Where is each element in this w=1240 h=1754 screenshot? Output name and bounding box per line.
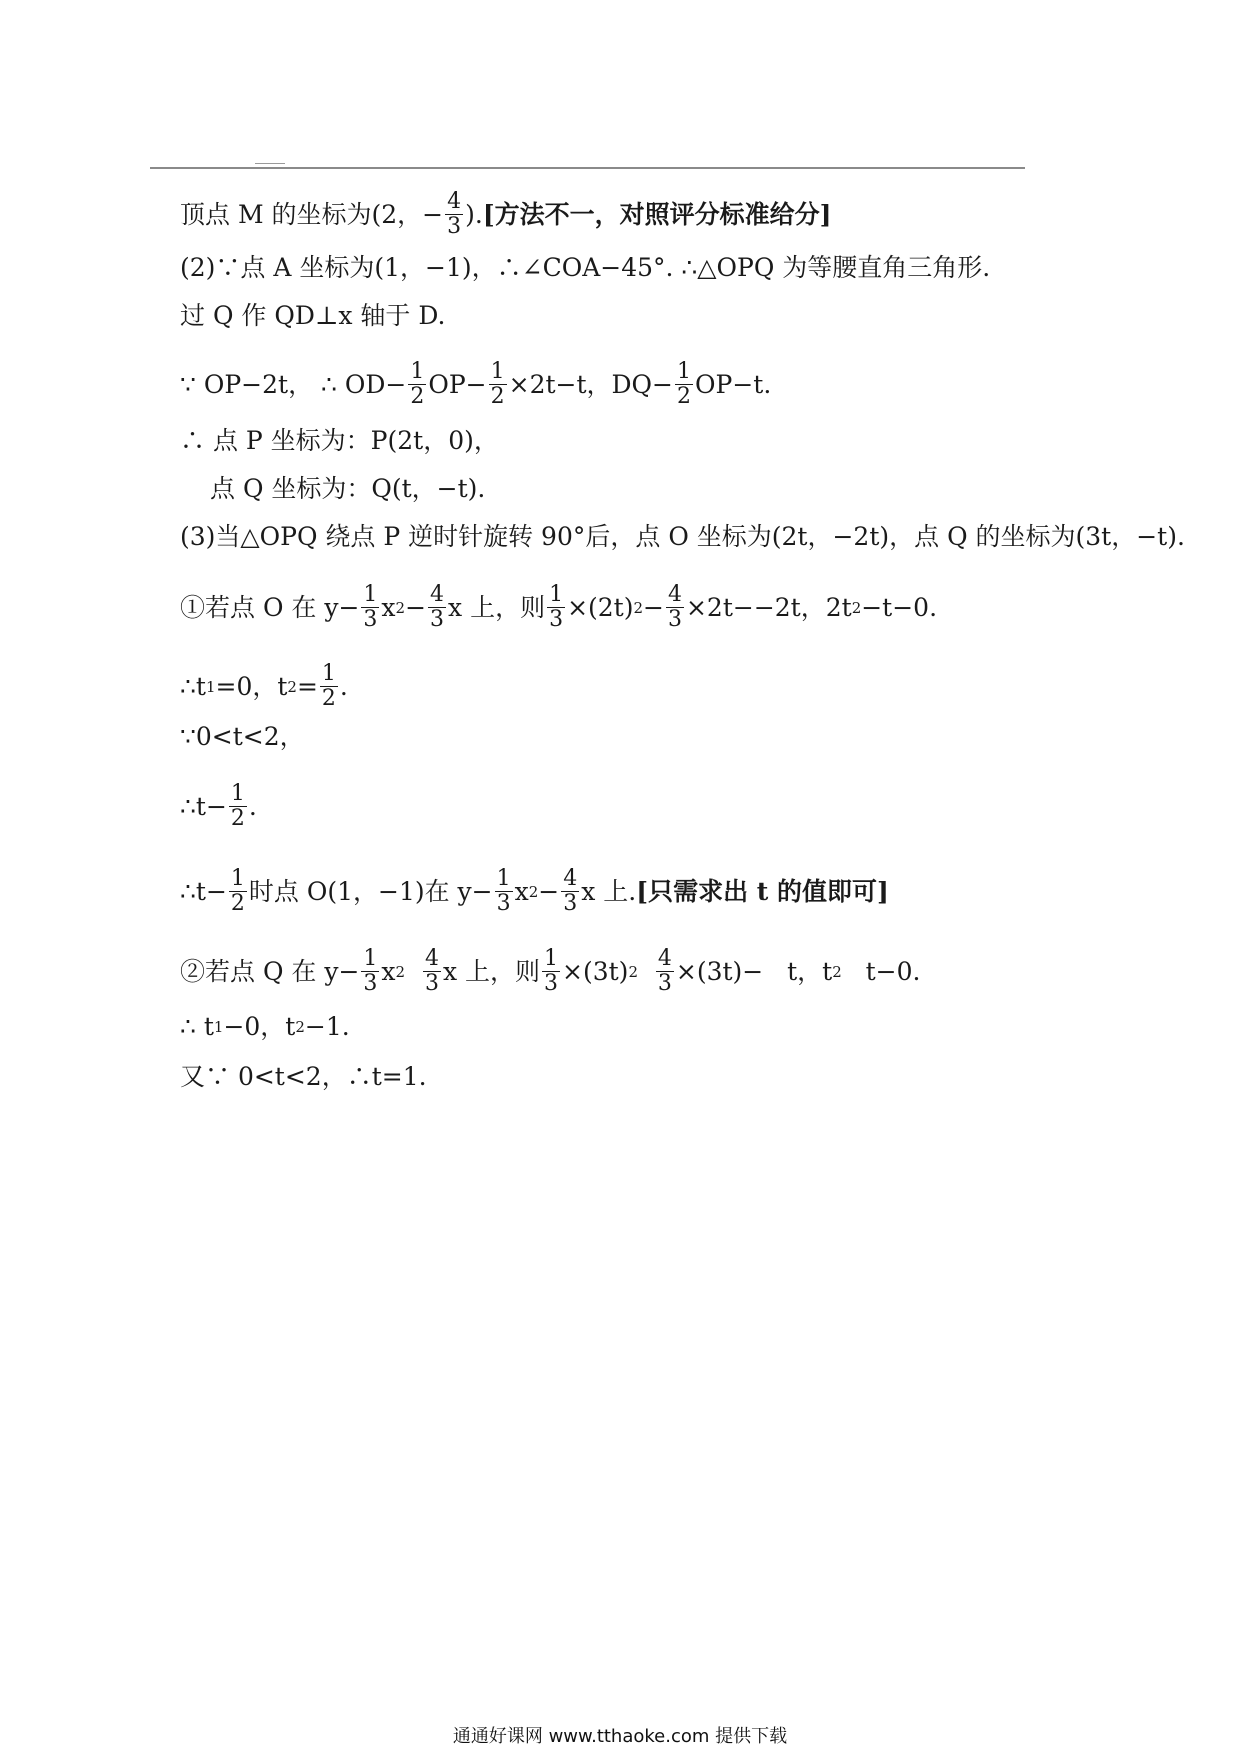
text: x [381,592,396,622]
numerator: 1 [321,661,336,686]
text: ∴ t [180,1012,214,1041]
numerator: 4 [430,582,445,607]
denominator: 3 [667,607,682,632]
text: . [339,671,348,701]
subscript: 2 [295,1018,305,1036]
fraction [547,583,565,632]
fraction [666,583,684,632]
denominator: 3 [549,607,564,632]
denominator: 3 [424,971,439,996]
range-line: ∵0<t<2， [180,722,305,751]
text: t−0. [841,956,921,986]
numerator: 1 [490,359,505,384]
fraction [428,583,446,632]
exponent: 2 [395,962,406,981]
text: x [514,876,529,906]
denominator: 2 [410,384,425,409]
denominator: 3 [544,971,559,996]
q-coord-line: 点 Q 坐标为：Q(t，−t). [210,474,486,503]
fraction [489,360,507,409]
denominator: 3 [363,971,378,996]
text: −0，t [223,1012,296,1041]
text: ∴t− [180,791,227,821]
numerator: 1 [410,359,425,384]
exponent: 2 [395,598,406,617]
exponent: 2 [832,962,842,981]
footer-credit: 通通好课网 www.tthaoke.com 提供下载 [452,1726,788,1747]
denominator: 2 [490,384,505,409]
text: ×(3t) [562,956,629,986]
qd-line: 过 Q 作 QD⊥x 轴于 D. [180,301,446,330]
conclusion1-line [180,867,889,916]
text: ×(3t)− t，t [675,956,833,986]
text: ). [465,199,483,229]
fraction [656,947,674,996]
numerator: 4 [657,946,672,971]
fraction [423,947,441,996]
denominator: 2 [321,686,336,711]
numerator: 1 [230,866,245,891]
text: 时点 O(1，−1)在 y− [248,876,493,906]
text: OP− [428,369,487,399]
text: −1. [304,1012,350,1041]
roots-line [180,662,348,711]
text [638,957,654,987]
text: −t−0. [861,592,938,622]
text: − [405,592,427,622]
rule-tick [255,163,285,164]
fraction [229,782,247,831]
fraction [542,947,560,996]
fraction [361,947,379,996]
text: ∴t [180,671,206,701]
case2-line [180,947,920,996]
denominator: 3 [496,891,511,916]
text: = [296,671,318,701]
vertex-line [180,190,831,239]
scoring-note: [方法不一，对照评分标准给分] [482,199,832,229]
text: 顶点 M 的坐标为(2，− [180,199,444,229]
text: ∴t− [180,876,227,906]
denominator: 2 [677,384,692,409]
exponent: 2 [628,962,638,981]
numerator: 4 [447,189,462,214]
numerator: 1 [549,582,564,607]
fraction [561,867,579,916]
case1-line [180,583,937,632]
t-value-line [180,782,257,831]
denominator: 3 [563,891,578,916]
numerator: 1 [363,946,378,971]
subscript: 1 [213,1018,224,1036]
numerator: 4 [563,866,578,891]
part2-line: (2)∵点 A 坐标为(1，−1)，∴∠COA−45°. ∴△OPQ 为等腰直角三角形. [180,253,991,282]
top-rule [150,167,1025,169]
exponent: 2 [633,598,644,617]
text: OP−t. [695,369,772,399]
text: ①若点 O 在 y− [180,592,360,622]
numerator: 1 [363,582,378,607]
text: =0，t [215,671,288,701]
text: ×2t−−2t，2t [685,592,852,622]
fraction [495,867,513,916]
numerator: 1 [230,781,245,806]
text: x [381,956,396,986]
text: ×2t−t，DQ− [508,369,674,399]
text: ∵ OP−2t， ∴ OD− [180,369,407,399]
text: − [643,592,664,622]
p-coord-line: ∴ 点 P 坐标为：P(2t，0)， [180,426,499,455]
op-line [180,360,771,409]
text: . [248,791,257,821]
scoring-note: [只需求出 t 的值即可] [636,876,889,906]
fraction [445,190,463,239]
numerator: 1 [496,866,511,891]
final-answer-line: 又∵ 0<t<2，∴t=1. [180,1062,427,1091]
fraction [229,867,247,916]
numerator: 1 [544,946,559,971]
denominator: 3 [363,607,378,632]
exponent: 2 [528,882,539,901]
numerator: 4 [667,582,682,607]
subscript: 2 [287,677,297,696]
denominator: 2 [230,806,245,831]
fraction [361,583,379,632]
denominator: 2 [230,891,245,916]
text [405,957,421,987]
subscript: 1 [205,677,216,696]
text: x 上，则 [442,956,541,986]
denominator: 3 [430,607,445,632]
denominator: 3 [447,214,462,239]
numerator: 1 [677,359,692,384]
text: x 上. [581,876,637,906]
denominator: 3 [657,971,672,996]
fraction [408,360,426,409]
numerator: 4 [424,946,439,971]
case2-roots-line [180,1012,350,1042]
text: ②若点 Q 在 y− [180,956,360,986]
exponent: 2 [851,598,862,617]
part3-line: (3)当△OPQ 绕点 P 逆时针旋转 90°后，点 O 坐标为(2t，−2t)，点 Q 的坐标为(3t，−t). [180,522,1185,551]
text: x 上，则 [448,592,546,622]
text: ×(2t) [567,592,634,622]
fraction [320,662,338,711]
text: − [538,876,560,906]
fraction [675,360,693,409]
